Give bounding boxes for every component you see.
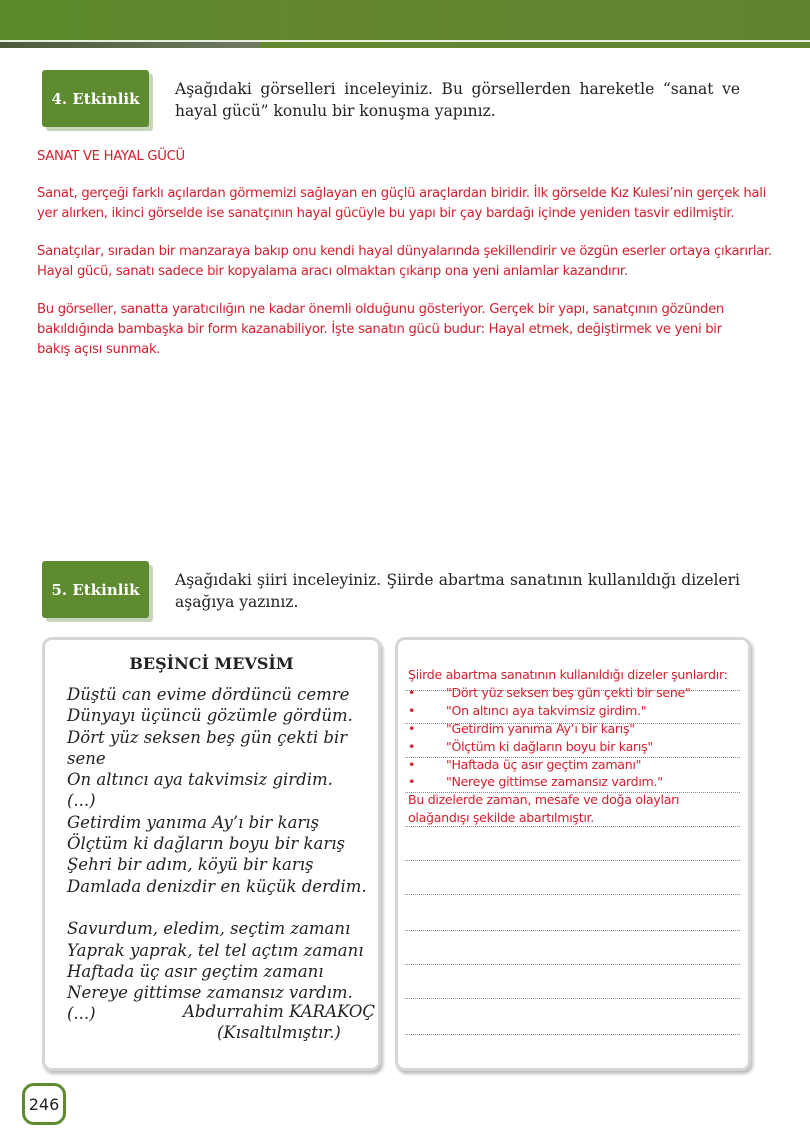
poem-line: Yaprak yaprak, tel tel açtım zamanı [67, 940, 364, 960]
poem-author: Abdurrahim KARAKOÇ [183, 1002, 376, 1021]
poem-line: (...) [67, 791, 96, 811]
answer-5-item-text: "Nereye gittimse zamansız vardım." [446, 774, 663, 790]
bullet-icon: • [408, 738, 416, 754]
bullet-icon: • [408, 774, 416, 790]
answer-4-heading: SANAT VE HAYAL GÜCÜ [37, 149, 185, 164]
writing-line [405, 998, 740, 999]
activity-5-instruction: Aşağıdaki şiiri inceleyiniz. Şiirde abartma sanatının kullanıldığı dizeleri aşağıya yazınız. [175, 571, 740, 611]
answer-5-intro: Şiirde abartma sanatının kullanıldığı dizeler şunlardır: [408, 667, 728, 682]
answer-4-paragraph: Sanat, gerçeği farklı açılardan görmemizi sağlayan en güçlü araçlardan biridir. İlk görselde Kız Kulesi’nin gerçek hali yer alırken, ikinci görselde ise sanatçının hayal gücüyle bu yapı bir çay bardağı içinde yeniden tasvir edilmiştir. [37, 186, 766, 221]
poem-card [42, 637, 381, 1071]
page-header-band [0, 0, 810, 48]
answer-5-conclusion: Bu dizelerde zaman, mesafe ve doğa olayları olağandışı şekilde abartılmıştır. [408, 792, 680, 826]
poem-line: Nereye gittimse zamansız vardım. [67, 983, 353, 1003]
answer-5-item-text: "Ölçtüm ki dağların boyu bir karış" [446, 738, 653, 754]
writing-line [405, 964, 740, 965]
poem-line: Savurdum, eledim, seçtim zamanı [67, 919, 351, 939]
writing-line [405, 1034, 740, 1035]
poem-title: BEŞİNCİ MEVSİM [129, 654, 294, 673]
poem-line: Şehri bir adım, köyü bir karış [67, 855, 314, 875]
answer-5-item [408, 684, 728, 702]
poem-line [67, 897, 378, 918]
writing-line [405, 860, 740, 861]
poem-line: Düştü can evime dördüncü cemre [67, 685, 350, 704]
poem-note: (Kısaltılmıştır.) [217, 1023, 341, 1042]
bullet-icon: • [408, 720, 416, 736]
poem-line: Getirdim yanıma Ay’ı bir karış [67, 812, 320, 832]
poem-line: Dört yüz seksen beş gün çekti bir sene [67, 727, 348, 768]
answer-5 [408, 666, 728, 827]
answer-5-item-text: "Haftada üç asır geçtim zamanı" [446, 756, 642, 772]
answer-4-paragraph: Sanatçılar, sıradan bir manzaraya bakıp onu kendi hayal dünyalarında şekillendirir ve özgün eserler ortaya çıkarırlar. Hayal gücü, sanatı sadece bir kopyalama aracı olmaktan çıkarıp ona yeni anlamlar kazandırır. [37, 244, 772, 279]
poem-line: Damlada denizdir en küçük derdim. [67, 876, 367, 896]
poem-line: (...) [67, 1004, 96, 1024]
answer-5-item [408, 773, 728, 791]
answer-5-item-text: "Dört yüz seksen beş gün çekti bir sene" [446, 684, 691, 700]
page-number: 246 [22, 1083, 66, 1125]
bullet-icon: • [408, 702, 416, 718]
answer-5-item [408, 720, 728, 738]
answer-5-item [408, 738, 728, 756]
answer-card [395, 637, 751, 1071]
poem-line: Haftada üç asır geçtim zamanı [67, 961, 324, 981]
answer-5-item [408, 702, 728, 720]
answer-5-item-text: "On altıncı aya takvimsiz girdim." [446, 702, 647, 718]
bullet-icon: • [408, 756, 416, 772]
activity-4-instruction: Aşağıdaki görselleri inceleyiniz. Bu görsellerden hareketle “sanat ve hayal gücü” konulu bir konuşma yapınız. [175, 80, 740, 120]
answer-4-paragraph: Bu görseller, sanatta yaratıcılığın ne kadar önemli olduğunu gösteriyor. Gerçek bir yapı, sanatçının gözünden bakıldığında bambaşka bir form kazanabiliyor. İşte sanatın gücü budur: Hayal etmek, değiştirmek ve yeni bir bakış açısı sunmak. [37, 302, 724, 357]
poem-lines [67, 684, 378, 1025]
activity-5-badge: 5. Etkinlik [42, 561, 149, 618]
writing-line [405, 930, 740, 931]
poem-line: On altıncı aya takvimsiz girdim. [67, 770, 333, 790]
activity-4-badge: 4. Etkinlik [42, 70, 149, 127]
poem-line: Dünyayı üçüncü gözümle gördüm. [67, 706, 353, 726]
bullet-icon: • [408, 684, 416, 700]
answer-5-item [408, 756, 728, 774]
poem-line: Ölçtüm ki dağların boyu bir karış [67, 834, 345, 854]
writing-line [405, 894, 740, 895]
answer-5-item-text: "Getirdim yanıma Ay’ı bir karış" [446, 720, 635, 736]
